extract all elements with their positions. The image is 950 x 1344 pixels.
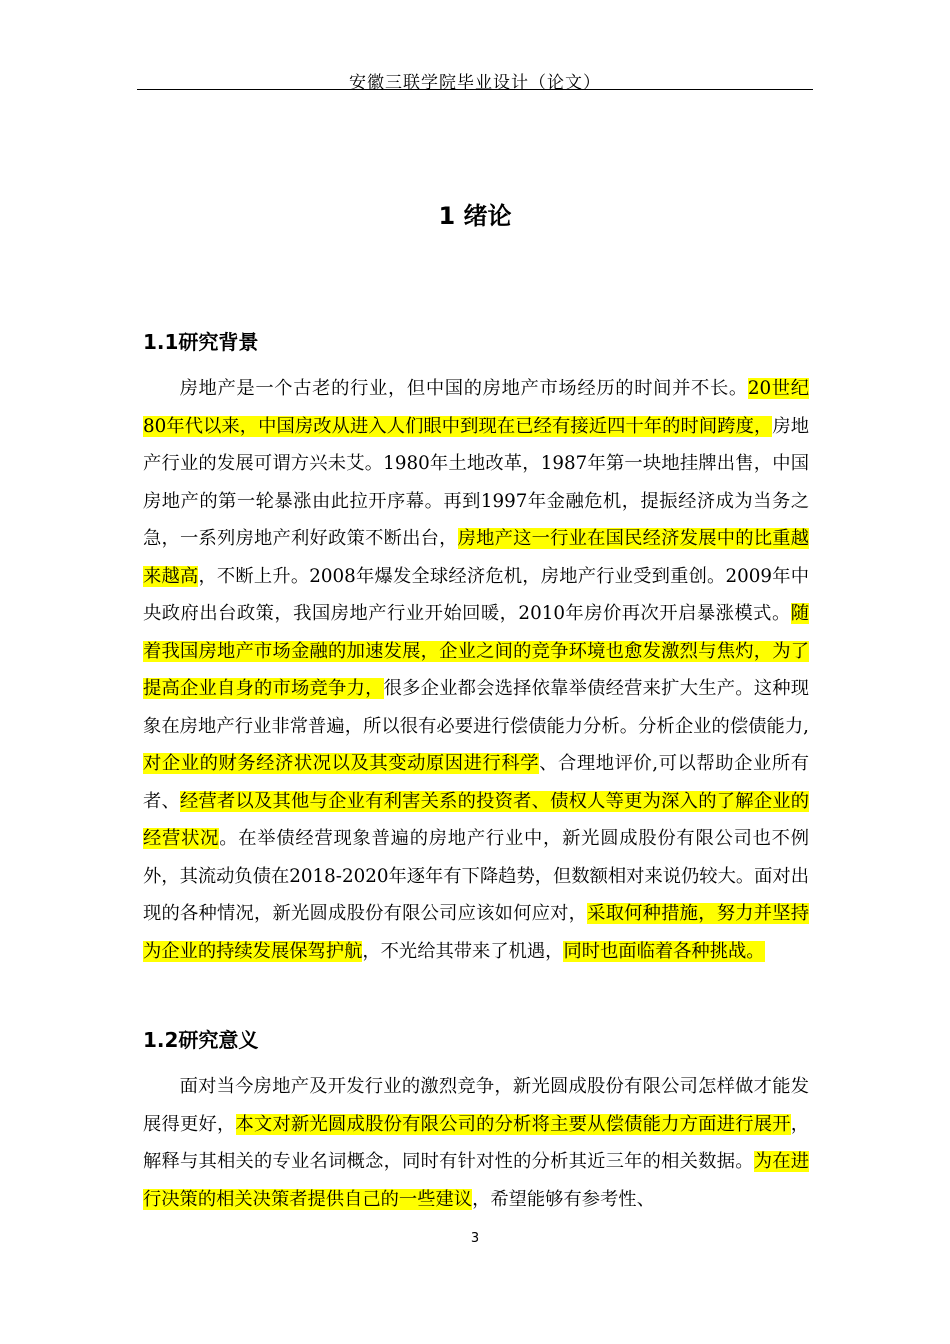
text-segment: ，不光给其带来了机遇，: [362, 940, 564, 962]
section-heading-background: 1.1研究背景: [143, 330, 259, 354]
chapter-title: 1 绪论: [438, 202, 512, 230]
header-rule: [137, 89, 813, 90]
text-segment: ，希望能够有参考性、: [472, 1188, 655, 1210]
text-segment: ，解释与其相关的专业名词概念，同时有针对性的分析其近三年的相关数据。: [143, 1113, 809, 1172]
paragraph: [143, 1068, 809, 1218]
section-heading-significance: 1.2研究意义: [143, 1028, 259, 1052]
highlighted-text: 对企业的财务经济状况以及其变动原因进行科学: [143, 753, 540, 774]
highlighted-text: 本文对新光圆成股份有限公司的分析将主要从偿债能力方面进行展开: [235, 1113, 791, 1135]
text-segment: ，不断上升。2008年爆发全球经济危机，房地产行业受到重创。2009年中央政府出台政策，我国房地产行业开始回暖，2010年房价再次开启暴涨模式。: [143, 565, 809, 624]
paragraph: [143, 370, 809, 970]
highlighted-text: 经营者以及其他与企业有利害关系的投资者、债权人等更为深入的了解企业的经营状况: [143, 790, 810, 849]
header-title: 安徽三联学院毕业设计（论文）: [349, 73, 601, 93]
highlighted-text: 为在进行决策的相关决策者提供自己的一些建议: [143, 1151, 810, 1210]
text-segment: 很多企业都会选择依靠举债经营来扩大生产。这种现象在房地产行业非常普遍，所以很有必要进行偿债能力分析。分析企业的偿债能力,: [143, 678, 810, 737]
highlighted-text: 采取何种措施，努力并坚持为企业的持续发展保驾护航: [143, 903, 810, 962]
section-body-significance: [143, 1068, 809, 1218]
highlighted-text: 房地产这一行业在国民经济发展中的比重越来越高: [143, 528, 810, 587]
text-segment: 房地产行业的发展可谓方兴未艾。1980年土地改革，1987年第一块地挂牌出售，中国房地产的第一轮暴涨由此拉开序幕。再到1997年金融危机，提振经济成为当务之急，一系列房地产利好政策不断出台，: [143, 415, 810, 549]
highlighted-text: 随着我国房地产市场金融的加速发展，企业之间的竞争环境也愈发激烈与焦灼，为了提高企业自身的市场竞争力，: [143, 603, 809, 699]
highlighted-text: 同时也面临着各种挑战。: [563, 940, 765, 962]
text-segment: 房地产是一个古老的行业，但中国的房地产市场经历的时间并不长。: [179, 378, 748, 399]
text-segment: 。在举债经营现象普遍的房地产行业中，新光圆成股份有限公司也不例外，其流动负债在2018-2020年逐年有下降趋势，但数额相对来说仍较大。面对出现的各种情况，新光圆成股份有限公司应该如何应对，: [143, 828, 809, 924]
page-number: 3: [470, 1231, 480, 1246]
text-segment: 、合理地评价,可以帮助企业所有者、: [143, 753, 810, 812]
text-segment: 面对当今房地产及开发行业的激烈竞争，新光圆成股份有限公司怎样做才能发展得更好，: [143, 1076, 809, 1135]
highlighted-text: 20世纪80年代以来，中国房改从进入人们眼中到现在已经有接近四十年的时间跨度，: [143, 378, 810, 437]
section-body-background: [143, 370, 809, 970]
